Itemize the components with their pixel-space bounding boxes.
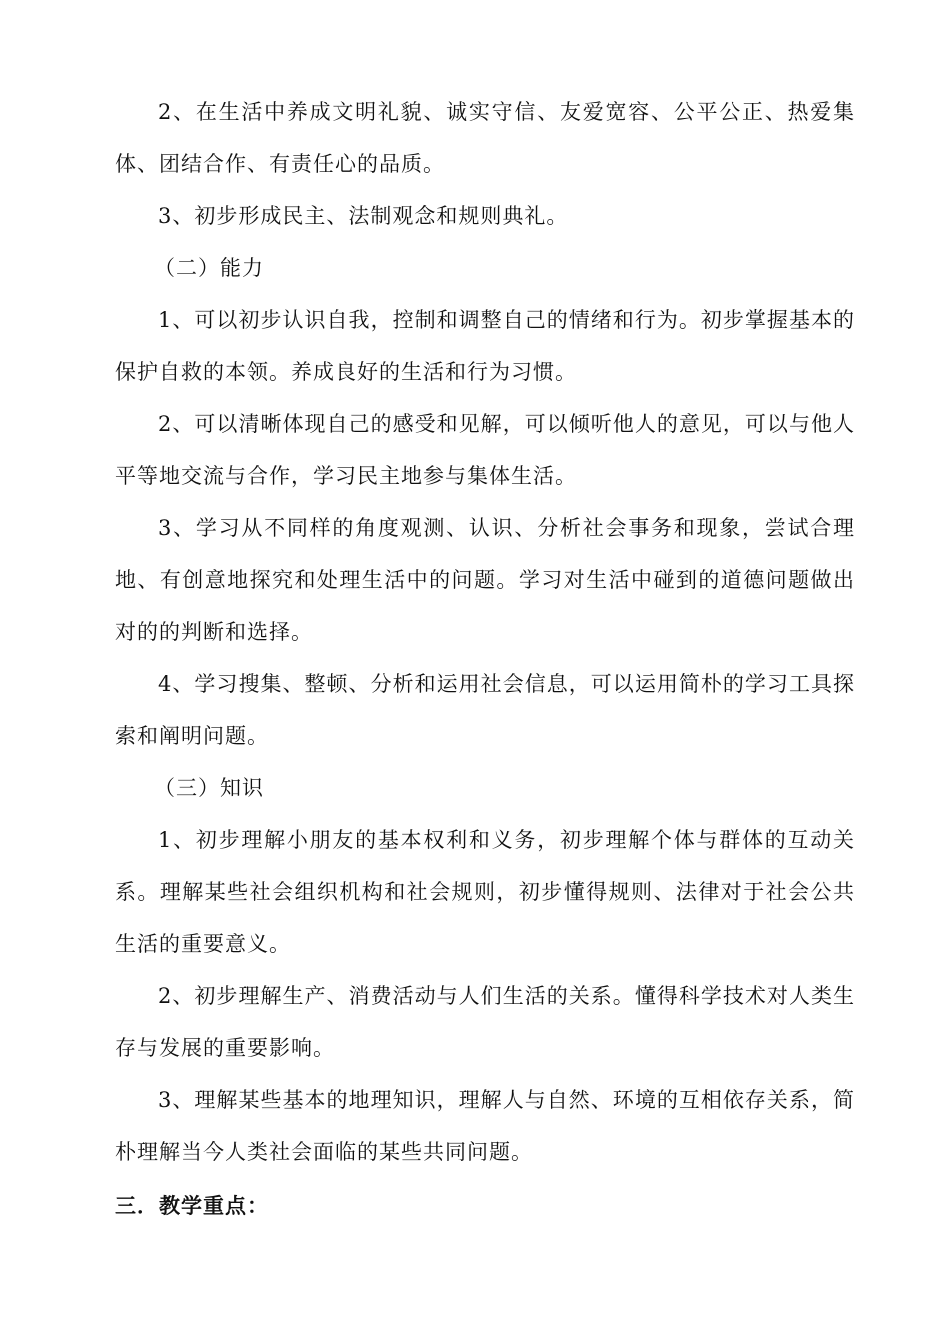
subheading-knowledge: （三）知识 [154, 776, 264, 800]
paragraph-knowledge-1: 1、初步理解小朋友的基本权利和义务，初步理解个体与群体的互动关系。理解某些社会组织机构和社会规则，初步懂得规则、法律对于社会公共生活的重要意义。 [115, 828, 855, 956]
paragraph-ability-3: 3、学习从不同样的角度观测、认识、分析社会事务和现象，尝试合理地、有创意地探究和处理生活中的问题。学习对生活中碰到的道德问题做出对的的判断和选择。 [115, 516, 855, 644]
paragraph-values-2: 2、在生活中养成文明礼貌、诚实守信、友爱宽容、公平公正、热爱集体、团结合作、有责任心的品质。 [115, 100, 855, 176]
section-heading-teaching-focus: 三．教学重点： [115, 1193, 269, 1218]
paragraph-knowledge-3: 3、理解某些基本的地理知识，理解人与自然、环境的互相依存关系，简朴理解当今人类社会面临的某些共同问题。 [115, 1088, 855, 1164]
paragraph-values-3: 3、初步形成民主、法制观念和规则典礼。 [158, 204, 569, 228]
paragraph-ability-4: 4、学习搜集、整顿、分析和运用社会信息，可以运用简朴的学习工具探索和阐明问题。 [115, 672, 855, 748]
subheading-ability: （二）能力 [154, 256, 264, 280]
paragraph-ability-2: 2、可以清晰体现自己的感受和见解，可以倾听他人的意见，可以与他人平等地交流与合作，学习民主地参与集体生活。 [115, 412, 855, 488]
paragraph-ability-1: 1、可以初步认识自我，控制和调整自己的情绪和行为。初步掌握基本的保护自救的本领。养成良好的生活和行为习惯。 [115, 308, 855, 384]
paragraph-knowledge-2: 2、初步理解生产、消费活动与人们生活的关系。懂得科学技术对人类生存与发展的重要影响。 [115, 984, 855, 1060]
